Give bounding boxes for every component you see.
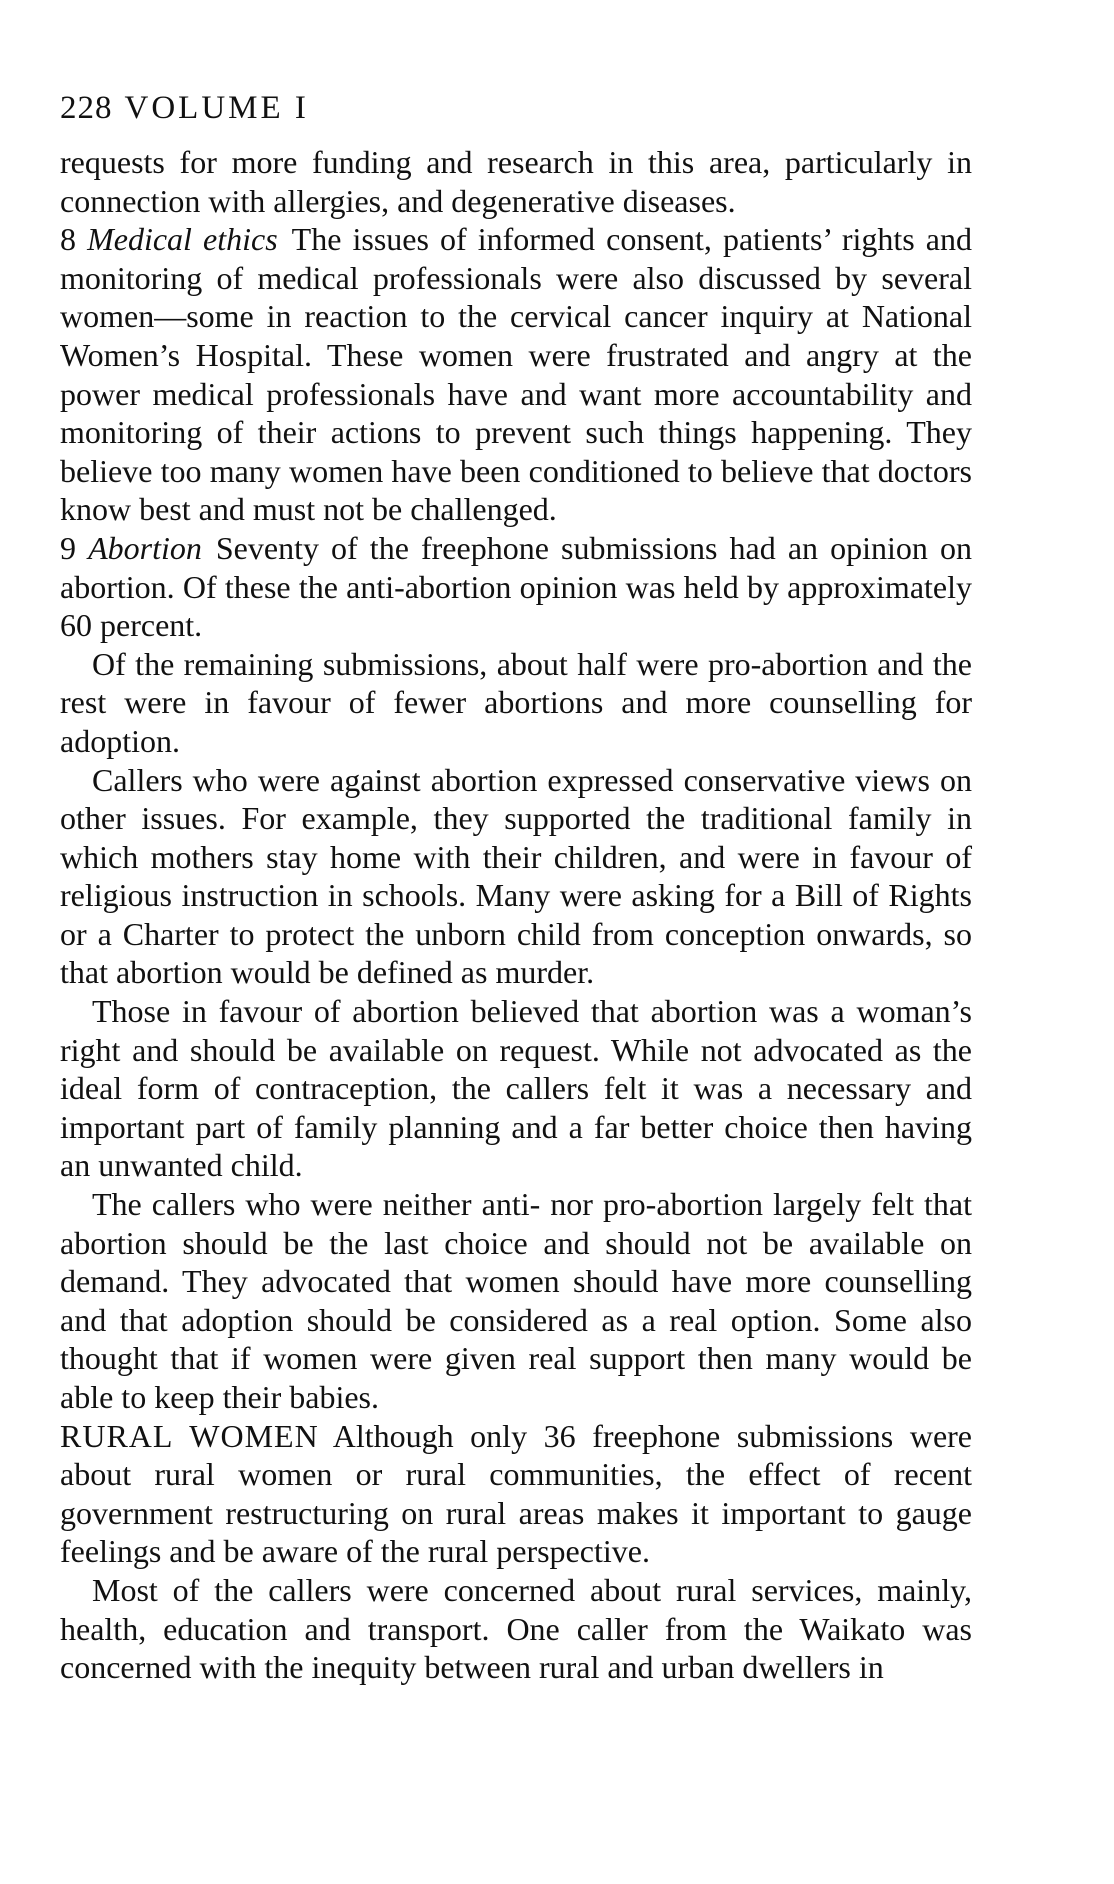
item-number: 9 (60, 529, 76, 566)
section-heading-rural-women: RURAL WOMEN (60, 1417, 319, 1454)
paragraph-rural-services: Most of the callers were concerned about rural services, mainly, health, education and transport. One caller from the Waikato was concerned with the inequity between rural and urban dwellers in (60, 1571, 972, 1686)
paragraph-text: Seventy of the freephone submissions had an opinion on abortion. Of these the anti-abortion opinion was held by approximately 60 percent. (60, 529, 973, 644)
paragraph-remaining-submissions: Of the remaining submissions, about half were pro-abortion and the rest were in favour of fewer abortions and more counselling for adoption. (60, 645, 972, 759)
running-head (60, 92, 972, 125)
page (60, 92, 972, 1687)
paragraph-text: Although only 36 freephone submissions were about rural women or rural communities, the effect of recent government restructuring on rural areas makes it important to gauge feelings and be aware of the rural perspective. (60, 1417, 973, 1570)
paragraph-against-abortion: Callers who were against abortion expressed conservative views on other issues. For example, they supported the traditional family in which mothers stay home with their children, and were in favour of religious instruction in schools. Many were asking for a Bill of Rights or a Charter to protect the unborn child from conception onwards, so that abortion would be defined as murder. (60, 761, 972, 991)
section-heading-medical-ethics: Medical ethics (87, 221, 278, 258)
paragraph-continuation: requests for more funding and research in this area, particularly in connection with allergies, and degenerative diseases. (60, 144, 972, 219)
running-title: VOLUME I (124, 90, 309, 126)
paragraph-neither: The callers who were neither anti- nor pro-abortion largely felt that abortion should be the last choice and should not be available on demand. They advocated that women should have more counselling and that adoption should be considered as a real option. Some also thought that if women were given real support then many would be able to keep their babies. (60, 1186, 972, 1415)
page-number: 228 (60, 90, 113, 126)
section-heading-abortion: Abortion (88, 529, 202, 566)
paragraph-abortion (60, 529, 972, 645)
paragraph-text: The issues of informed consent, patients’ rights and monitoring of medical professionals were also discussed by several women—some in reaction to the cervical cancer inquiry at National Women’s Hospital. These women were frustrated and angry at the power medical professionals have and want more accountability and monitoring of their actions to prevent such things happening. They believe too many women have been conditioned to believe that doctors know best and must not be challenged. (60, 221, 972, 528)
paragraph-rural-women (60, 1417, 972, 1571)
paragraph-in-favour: Those in favour of abortion believed that abortion was a woman’s right and should be available on request. While not advocated as the ideal form of contraception, the callers felt it was a necessary and important part of family planning and a far better choice then having an unwanted child. (60, 993, 972, 1184)
item-number: 8 (60, 221, 76, 258)
paragraph-medical-ethics (60, 220, 972, 529)
